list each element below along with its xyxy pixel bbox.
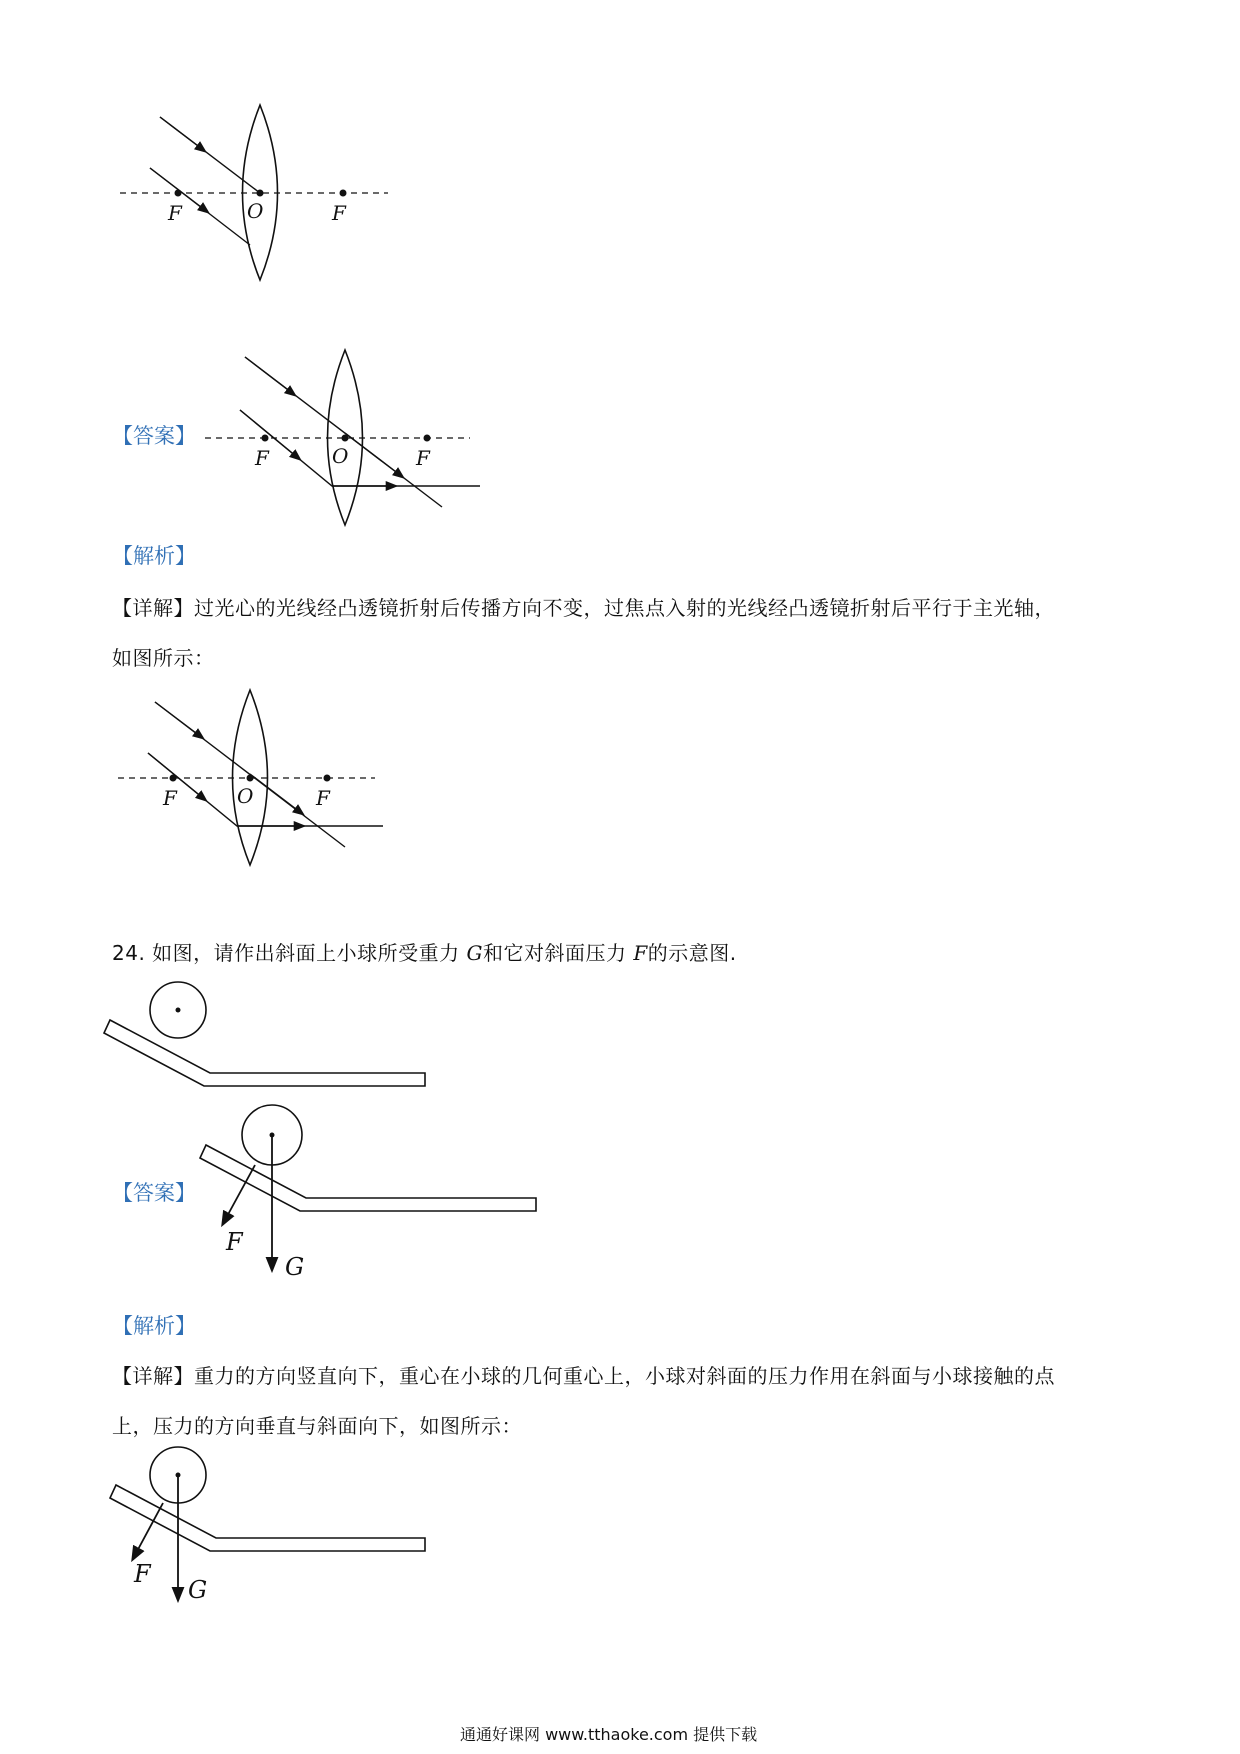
- detail-paragraph-24: [112, 1360, 1152, 1389]
- detail-text-23-line2: 如图所示：: [112, 646, 215, 670]
- label-pressure: F: [226, 1228, 243, 1256]
- ray-arrow-out-1: [345, 433, 400, 475]
- question-24: [112, 937, 737, 966]
- detail-text-23: 过光心的光线经凸透镜折射后传播方向不变，过焦点入射的光线经凸透镜折射后平行于主光轴，: [194, 596, 1055, 620]
- ball-center: [176, 1008, 181, 1013]
- focus-left-point: [175, 190, 182, 197]
- question-prompt-b: 和它对斜面压力: [483, 941, 627, 965]
- optical-center-point: [257, 190, 264, 197]
- detail-text-24-line2: 上，压力的方向垂直与斜面向下，如图所示：: [112, 1414, 522, 1438]
- lens-answer-figure: [200, 345, 500, 525]
- lens-detail-figure: [110, 685, 410, 865]
- incline-detail-figure: [110, 1445, 430, 1625]
- question-prompt-c: 的示意图.: [647, 941, 737, 965]
- analysis-label-24: 【解析】: [112, 1314, 196, 1338]
- label-focus-right: F: [316, 786, 330, 810]
- answer-label-24: 【答案】: [112, 1181, 196, 1205]
- label-pressure: F: [134, 1560, 151, 1588]
- focus-left-point: [170, 775, 177, 782]
- detail-paragraph-23: [112, 592, 1132, 621]
- label-center: O: [237, 784, 254, 808]
- label-focus-left: F: [255, 446, 269, 470]
- incline-question-figure: [110, 985, 430, 1095]
- focus-left-point: [262, 435, 269, 442]
- detail-label-24: 【详解】: [112, 1364, 194, 1388]
- label-center: O: [332, 444, 349, 468]
- lens-question-figure: [110, 100, 390, 280]
- label-focus-right: F: [332, 201, 346, 225]
- label-focus-right: F: [416, 446, 430, 470]
- ray-arrow-in-1: [245, 357, 292, 393]
- question-number: 24.: [112, 941, 146, 965]
- symbol-f: F: [633, 941, 648, 965]
- detail-text-24: 重力的方向竖直向下，重心在小球的几何重心上，小球对斜面的压力作用在斜面与小球接触的点: [194, 1364, 1055, 1388]
- question-prompt-a: 如图，请作出斜面上小球所受重力: [152, 941, 460, 965]
- label-gravity: G: [285, 1253, 305, 1281]
- answer-label-23: 【答案】: [112, 424, 196, 448]
- focus-right-point: [324, 775, 331, 782]
- optical-center-point: [247, 775, 254, 782]
- ray-arrow-in-1: [155, 702, 200, 736]
- label-gravity: G: [188, 1576, 208, 1604]
- incline-plank: [104, 1020, 425, 1086]
- symbol-g: G: [466, 941, 484, 965]
- ray-arrow-1: [160, 117, 202, 149]
- analysis-label-23: 【解析】: [112, 544, 196, 568]
- incline-answer-figure: [200, 1105, 530, 1285]
- label-center: O: [247, 199, 264, 223]
- footer-text: 通通好课网 www.tthaoke.com 提供下载: [460, 1725, 758, 1744]
- ray-through-focus: [148, 753, 383, 826]
- focus-right-point: [424, 435, 431, 442]
- label-focus-left: F: [163, 786, 177, 810]
- label-focus-left: F: [168, 201, 182, 225]
- ray-arrow-out-1: [250, 774, 300, 812]
- focus-right-point: [340, 190, 347, 197]
- optical-center-point: [342, 435, 349, 442]
- detail-label-23: 【详解】: [112, 596, 194, 620]
